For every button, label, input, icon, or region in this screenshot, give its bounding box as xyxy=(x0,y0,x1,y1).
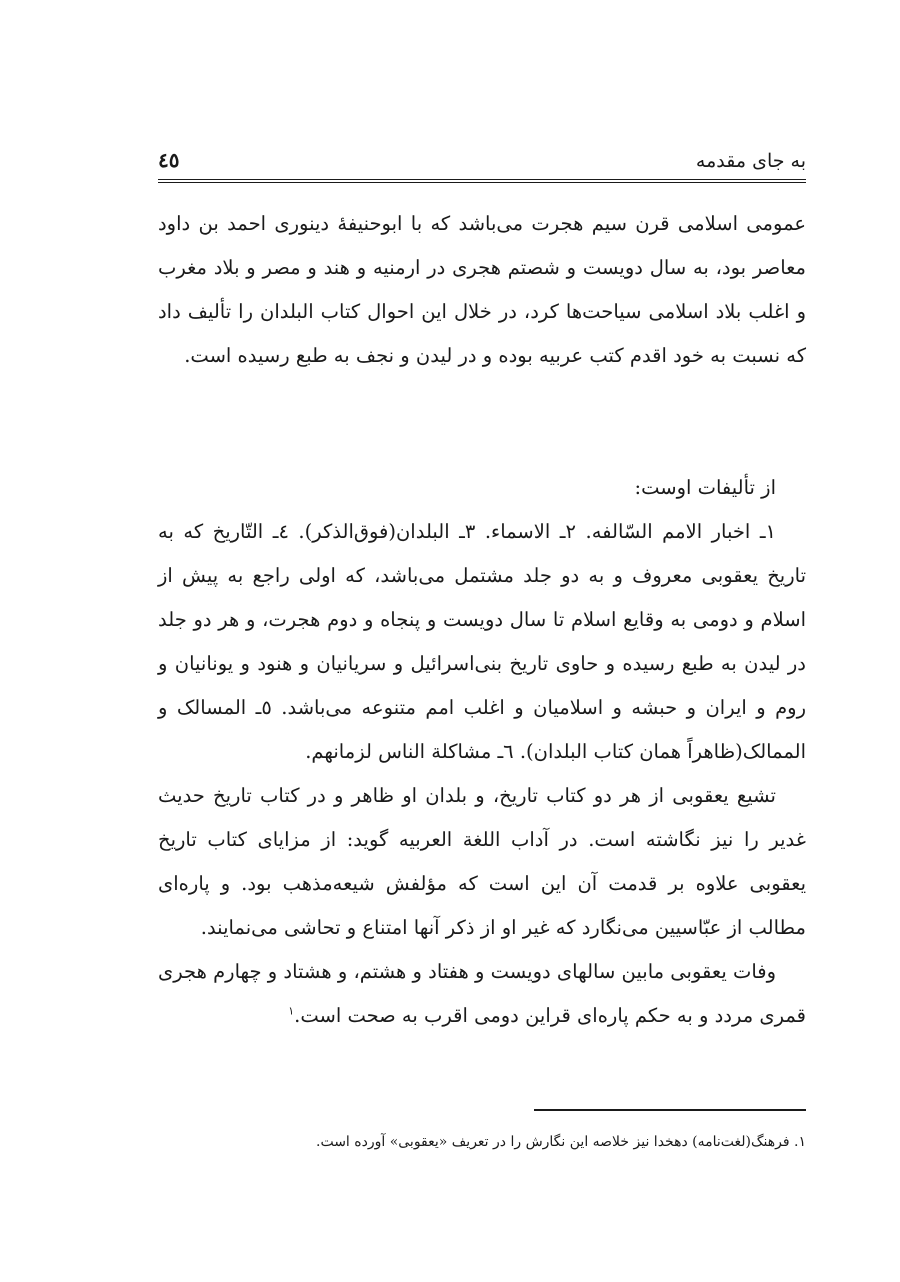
works-heading: از تألیفات اوست: xyxy=(634,476,776,499)
footnote-text: ١. فرهنگ(لغت‌نامه) دهخدا نیز خلاصه این نگارش را در تعریف «یعقوبی» آورده است. xyxy=(316,1134,806,1150)
works-paragraph: ١ـ اخبار الامم السّالفه. ٢ـ الاسماء. ٣ـ البلدان(فوق‌الذکر). ٤ـ التّاریخ که به تاریخ یعقوبی معروف و به دو جلد مشتمل می‌باشد، که اولی راجع به پیش از اسلام و دومی به وقایع اسلام تا سال دویست و پنجاه و دوم هجرت، و هر دو جلد در لیدن به طبع رسیده و حاوی تاریخ بنی‌اسرائیل و سریانیان و هنود و یونانیان و روم و ایران و حبشه و اسلامیان و اغلب امم متنوعه می‌باشد. ٥ـ المسالک و الممالک(ظاهراً همان کتاب البلدان). ٦ـ مشاکلة الناس لزمانهم. xyxy=(158,520,806,763)
death-paragraph-text: وفات یعقوبی مابین سالهای دویست و هفتاد و هشتم، و هشتاد و چهارم هجری قمری مردد و به حکم پاره‌ای قراین دومی اقرب به صحت است. xyxy=(158,960,806,1027)
footnote-reference: ١ xyxy=(288,1004,295,1018)
intro-paragraph: عمومی اسلامی قرن سیم هجرت می‌باشد که با ابوحنیفهٔ دینوری احمد بن داود معاصر بود، به سال دویست و شصتم هجری در ارمنیه و هند و مصر و بلاد مغرب و اغلب بلاد اسلامی سیاحت‌ها کرد، در خلال این احوال کتاب البلدان را تألیف داد که نسبت به خود اقدم کتب عربیه بوده و در لیدن و نجف به طبع رسیده است. xyxy=(158,212,806,367)
main-section xyxy=(158,510,806,1038)
works-heading-section xyxy=(158,466,806,510)
page-header xyxy=(158,148,806,178)
death-paragraph xyxy=(158,950,806,1038)
footnote xyxy=(158,1130,806,1154)
shia-paragraph: تشیع یعقوبی از هر دو کتاب تاریخ، و بلدان او ظاهر و در کتاب تاریخ حدیث غدیر را نیز نگاشته است. در آداب اللغة العربیه گوید: از مزایای کتاب تاریخ یعقوبی علاوه بر قدمت آن این است که مؤلفش شیعه‌مذهب بود. و پاره‌ای مطالب از عبّاسیین می‌نگارد که غیر او از ذکر آنها امتناع و تحاشی می‌نمایند. xyxy=(158,784,806,939)
header-double-rule xyxy=(158,179,806,183)
footnote-separator xyxy=(534,1109,806,1111)
page-number: ٤٥ xyxy=(158,148,180,172)
running-title: به جای مقدمه xyxy=(695,150,806,172)
intro-section xyxy=(158,202,806,378)
